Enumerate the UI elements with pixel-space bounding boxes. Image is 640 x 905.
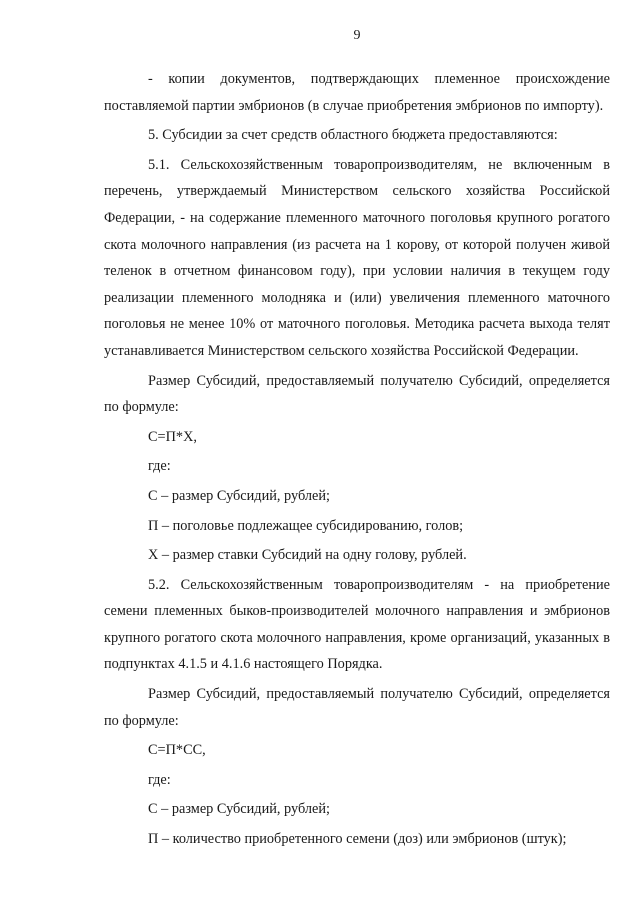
- formula-2: С=П*СС,: [148, 742, 206, 759]
- paragraph-size-formula-1: Размер Субсидий, предоставляемый получателю Субсидий, определяется по формуле:: [104, 372, 610, 416]
- formula-1-where: где:: [148, 458, 171, 475]
- paragraph-5-2: 5.2. Сельскохозяйственным товаропроизводителям - на приобретение семени племенных быков-производителей молочного направления и эмбрионов крупного рогатого скота молочного направления, кроме организаций, указанных в подпунктах 4.1.5 и 4.1.6 настоящего Порядка.: [104, 576, 610, 673]
- formula-2-c-definition: С – размер Субсидий, рублей;: [148, 801, 330, 818]
- formula-1-c-definition: С – размер Субсидий, рублей;: [148, 487, 330, 504]
- paragraph-size-formula-2: Размер Субсидий, предоставляемый получателю Субсидий, определяется по формуле:: [104, 686, 610, 729]
- formula-1-p-definition: П – поголовье подлежащее субсидированию, голов;: [148, 517, 464, 534]
- paragraph-embryo-documents: - копии документов, подтверждающих племенное происхождение поставляемой партии эмбрионов (в случае приобретения эмбрионов по импорту).: [104, 71, 610, 114]
- paragraph-subsidies-intro: 5. Субсидии за счет средств областного бюджета предоставляются:: [148, 127, 558, 144]
- formula-1-x-definition: Х – размер ставки Субсидий на одну голову, рублей.: [148, 547, 467, 564]
- formula-2-p-definition: П – количество приобретенного семени (доз) или эмбрионов (штук);: [148, 831, 567, 848]
- page-number: 9: [353, 28, 361, 43]
- paragraph-5-1: 5.1. Сельскохозяйственным товаропроизводителям, не включенным в перечень, утверждаемый Министерством сельского хозяйства Российской Федерации, - на содержание племенного маточного поголовья крупного рогатого скота молочного направления (из расчета на 1 корову, от которой получен живой теленок в отчетном финансовом году), при условии наличия в текущем году реализации племенного молодняка и (или) увеличения племенного маточного поголовья не менее 10% от маточного поголовья. Методика расчета выхода телят устанавливается Министерством сельского хозяйства Российской Федерации.: [104, 156, 610, 359]
- formula-1: С=П*Х,: [148, 428, 197, 445]
- formula-2-where: где:: [148, 771, 171, 788]
